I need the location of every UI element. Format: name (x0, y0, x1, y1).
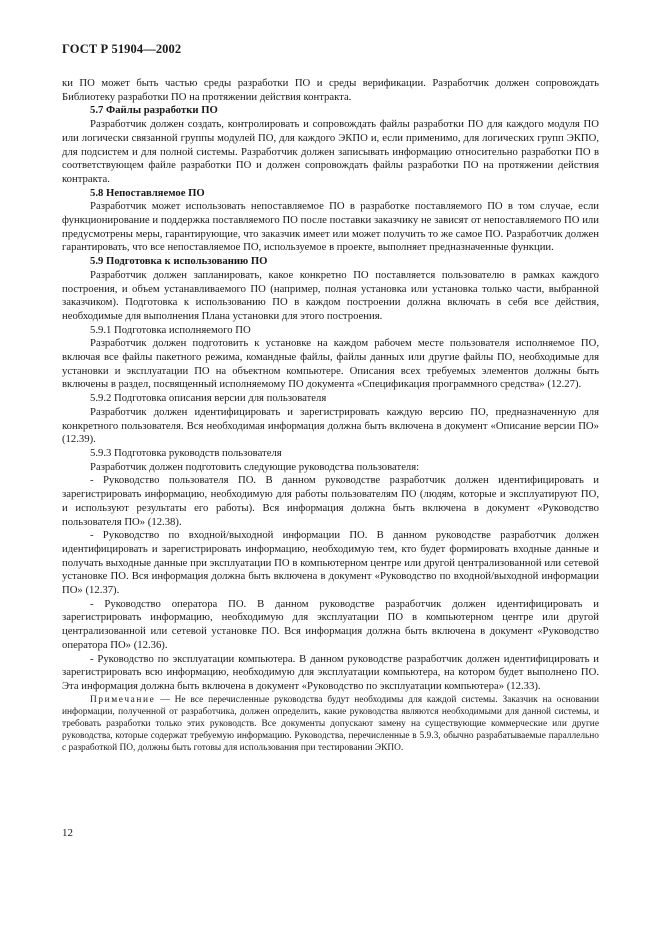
section-heading-5-9: 5.9 Подготовка к использованию ПО (90, 255, 268, 268)
paragraph-5-7: Разработчик должен создать, контролировать и сопровождать файлы разработки ПО для каждого модуля ПО или логически связанной группы модулей ПО, для каждого ЭКПО и, если применимо, для логических групп ЭКПО, для подсистем и для полной системы. Разработчик должен записывать информацию относительно разработки ПО в соответствующем файле разработки ПО и должен сопровождать файлы разработки ПО на протяжении действия контракта. (62, 118, 599, 185)
paragraph-5-9-1: Разработчик должен подготовить к установке на каждом рабочем месте пользователя исполняемое ПО, включая все файлы пакетного режима, командные файлы, файлы данных или другие файлы ПО, необходимые для установки и эксплуатации ПО на объектном компьютере. Описания всех требуемых элементов должны быть включены в раздел, посвященный исполняемому ПО документа «Спецификация программного средства» (12.27). (62, 337, 599, 391)
note-text: — Не все перечисленные руководства будут необходимы для каждой системы. Заказчик на основании информации, полученной от разработчика, должен определить, какие руководства являются необходимыми для данной системы, и требовать разработки только этих руководств. Все документы допускают замену на существующие коммерческие или другие руководства, которые содержат требуемую информацию. Руководства, перечисленные в 5.9.3, обычно разрабатываемые параллельно с разработкой ПО, должны быть готовы для использования при тестировании ЭКПО. (62, 694, 599, 753)
page-number: 12 (62, 827, 73, 839)
list-item: - Руководство пользователя ПО. В данном руководстве разработчик должен идентифицировать и зарегистрировать информацию, необходимую для работы пользователям ПО (людям, которые и эксплуатируют ПО, и используют результаты его работы). Вся информация должна быть включена в документ «Руководство пользователя ПО» (12.38). (62, 474, 599, 528)
list-item: - Руководство по входной/выходной информации ПО. В данном руководстве разработчик должен идентифицировать и зарегистрировать информацию, необходимую тем, кто будет формировать входные данные и получать выходные данные при эксплуатации ПО в компьютерном центре или другой централизованной или сетевой установке ПО. Вся информация должна быть включена в документ «Руководство по входной/выходной информации ПО» (12.37). (62, 529, 599, 597)
paragraph-5-9-3: Разработчик должен подготовить следующие руководства пользователя: (90, 460, 420, 473)
paragraph-continuation: ки ПО может быть частью среды разработки ПО и среды верификации. Разработчик должен сопровождать Библиотеку разработки ПО на протяжении действия контракта. (62, 77, 599, 103)
paragraph-5-9-2: Разработчик должен идентифицировать и зарегистрировать каждую версию ПО, предназначенную для конкретного пользователя. Вся необходимая информация должна быть включена в документ «Описание версии ПО» (12.39). (62, 405, 599, 446)
paragraph-5-8: Разработчик может использовать непоставляемое ПО в разработке поставляемого ПО в том случае, если функционирование и поддержка поставляемого ПО после поставки заказчику не зависят от непоставляемого ПО или предусмотрены меры, гарантирующие, что заказчик имеет или может получить то же самое ПО. Разработчик должен гарантировать, что все непоставляемое ПО, используемое в проекте, выполняет предназначенные функции. (62, 200, 599, 254)
list-item: - Руководство по эксплуатации компьютера. В данном руководстве разработчик должен идентифицировать и зарегистрировать всю информацию, необходимую для эксплуатации компьютера, на котором будет выполнено ПО. Эта информация должна быть включена в документ «Руководство по эксплуатации компьютера» (12.33). (62, 652, 599, 692)
subsection-heading-5-9-1: 5.9.1 Подготовка исполняемого ПО (90, 323, 251, 336)
section-heading-5-7: 5.7 Файлы разработки ПО (90, 104, 218, 117)
note (62, 694, 599, 754)
section-heading-5-8: 5.8 Непоставляемое ПО (90, 186, 205, 199)
list-item: - Руководство оператора ПО. В данном руководстве разработчик должен идентифицировать и зарегистрировать информацию, необходимую для эксплуатации ПО в компьютерном центре или другой централизованной или сетевой установке ПО. Вся информация должна быть включена в документ «Руководство оператора ПО» (12.36). (62, 597, 599, 651)
document-header: ГОСТ Р 51904—2002 (62, 42, 182, 56)
document-body (62, 77, 599, 754)
subsection-heading-5-9-2: 5.9.2 Подготовка описания версии для пользователя (90, 392, 327, 405)
note-label: Примечание (90, 694, 156, 705)
paragraph-5-9: Разработчик должен запланировать, какое конкретно ПО поставляется пользователю в рамках каждого построения, и объем устанавливаемого ПО (например, полная установка или установка только части, выбранной заказчиком). Подготовка к использованию ПО в каждом построении должна включать в себя все действия, необходимые для выполнения Плана установки для этого построения. (62, 268, 599, 322)
subsection-heading-5-9-3: 5.9.3 Подготовка руководств пользователя (90, 446, 282, 459)
